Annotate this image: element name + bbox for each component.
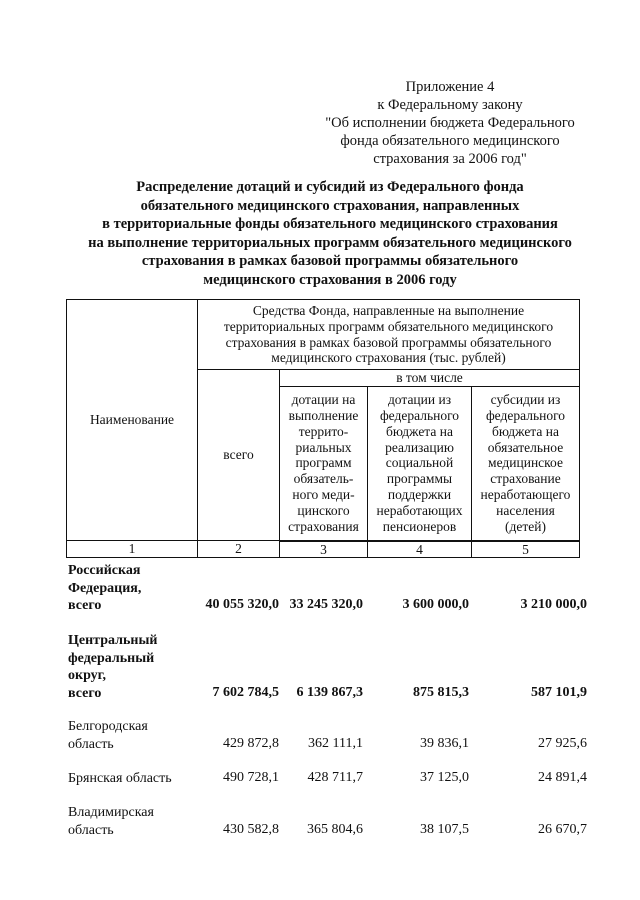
cell-total: 40 055 320,0 (205, 597, 279, 612)
header-col3-line: выполнение (288, 407, 359, 423)
header-col5-line: неработающего (480, 486, 571, 502)
header-col5 (472, 387, 580, 541)
cell-col3: 365 804,6 (307, 822, 363, 837)
header-col3-line: обязатель- (293, 471, 354, 487)
row-name (68, 804, 154, 839)
row-name (68, 770, 172, 788)
col-number: 2 (198, 541, 280, 558)
header-funds-line: территориальных программ обязательного медицинского (223, 318, 554, 334)
header-col4-line: социальной (385, 455, 454, 471)
cell-col5: 26 670,7 (538, 822, 587, 837)
appendix-line: "Об исполнении бюджета Федерального (325, 115, 575, 131)
cell-total: 430 582,8 (223, 822, 279, 837)
cell-col3: 6 139 867,3 (296, 685, 363, 700)
row-name-line: Центральный (68, 633, 158, 648)
header-col3-line: ного меди- (292, 486, 355, 502)
col-number: 3 (280, 541, 368, 558)
col-number: 5 (472, 541, 580, 558)
row-name-line: всего (68, 685, 102, 701)
row-name-line: Владимирская (68, 805, 154, 820)
header-col4 (368, 387, 472, 541)
cell-col4: 38 107,5 (420, 822, 469, 837)
title-line: в территориальные фонды обязательного медицинского страхования (102, 216, 558, 232)
document-title (50, 178, 610, 289)
cell-total: 429 872,8 (223, 736, 279, 751)
row-name-line: Российская (68, 563, 141, 578)
table-row (66, 562, 586, 622)
row-name (68, 632, 157, 702)
header-col4-line: дотации из (387, 392, 452, 408)
col-number: 1 (67, 541, 198, 558)
title-line: страхования в рамках базовой программы обязательного (141, 253, 519, 269)
appendix-note (300, 78, 600, 168)
title-line: на выполнение территориальных программ обязательного медицинского (88, 234, 572, 251)
table-row (66, 718, 586, 758)
title-line: медицинского страхования в 2006 году (203, 271, 457, 288)
cell-col3: 428 711,7 (307, 770, 363, 785)
header-col5-line: страхование (490, 471, 561, 487)
header-col3-line: риальных (295, 439, 352, 455)
appendix-line: Приложение 4 (405, 79, 495, 95)
header-col3-line: страхования (288, 518, 359, 534)
header-col3-line: программ (295, 455, 352, 471)
appendix-line: к Федеральному закону (377, 97, 523, 113)
header-col3 (280, 387, 368, 541)
header-col5-line: федерального (485, 407, 566, 423)
header-col3-line: террито- (298, 423, 349, 439)
table-row (66, 804, 586, 844)
cell-total: 7 602 784,5 (212, 685, 279, 700)
cell-col3: 33 245 320,0 (289, 597, 363, 612)
cell-col4: 3 600 000,0 (402, 597, 469, 612)
header-funds (198, 300, 580, 370)
cell-col5: 587 101,9 (531, 685, 587, 700)
header-col4-line: программы (386, 471, 453, 487)
cell-col5: 24 891,4 (538, 770, 587, 785)
header-col5-line: субсидии из (490, 392, 561, 408)
header-col4-line: бюджета на (386, 423, 453, 439)
header-col4-line: федерального (379, 407, 460, 423)
row-name-line: область (68, 822, 114, 838)
appendix-line: фонда обязательного медицинского (340, 133, 560, 149)
header-col5-line: (детей) (505, 518, 546, 534)
header-col4-line: поддержки (387, 486, 452, 502)
row-name-line: Белгородская (68, 719, 148, 734)
header-col3-line: цинского (297, 502, 350, 518)
header-col5-line: бюджета на (492, 423, 559, 439)
title-line: Распределение дотаций и субсидий из Федерального фонда (136, 179, 524, 195)
row-name-line: Брянская область (68, 771, 172, 786)
header-col5-line: медицинское (488, 455, 563, 471)
header-funds-line: Средства Фонда, направленные на выполнение (252, 302, 525, 318)
row-name-line: округ, (68, 668, 106, 683)
header-col3-line: дотации на (291, 392, 356, 408)
cell-col4: 39 836,1 (420, 736, 469, 751)
cell-total: 490 728,1 (223, 770, 279, 785)
header-including: в том числе (280, 370, 580, 387)
row-name (68, 718, 148, 753)
title-line: обязательного медицинского страхования, направленных (140, 197, 520, 214)
row-name-line: всего (68, 598, 102, 613)
appendix-line: страхования за 2006 год" (373, 151, 527, 167)
cell-col5: 3 210 000,0 (520, 597, 587, 612)
cell-col4: 875 815,3 (413, 685, 469, 700)
header-col5-line: населения (496, 502, 555, 518)
header-name: Наименование (67, 300, 198, 541)
header-col5-line: обязательное (487, 439, 564, 455)
cell-col4: 37 125,0 (420, 770, 469, 785)
row-name-line: федеральный (68, 650, 155, 666)
table-row (66, 632, 586, 708)
row-name (68, 562, 141, 615)
header-total: всего (198, 370, 280, 541)
table-row (66, 770, 586, 792)
row-name-line: область (68, 736, 114, 752)
col-number: 4 (368, 541, 472, 558)
row-name-line: Федерация, (68, 580, 142, 596)
cell-col3: 362 111,1 (308, 736, 363, 751)
header-funds-line: страхования в рамках базовой программы обязательного (225, 334, 552, 350)
cell-col5: 27 925,6 (538, 736, 587, 751)
table-header (66, 299, 580, 558)
header-funds-line: медицинского страхования (тыс. рублей) (271, 350, 506, 366)
header-col4-line: неработающих (376, 502, 463, 518)
header-col4-line: реализацию (385, 439, 454, 455)
header-col4-line: пенсионеров (382, 518, 457, 534)
